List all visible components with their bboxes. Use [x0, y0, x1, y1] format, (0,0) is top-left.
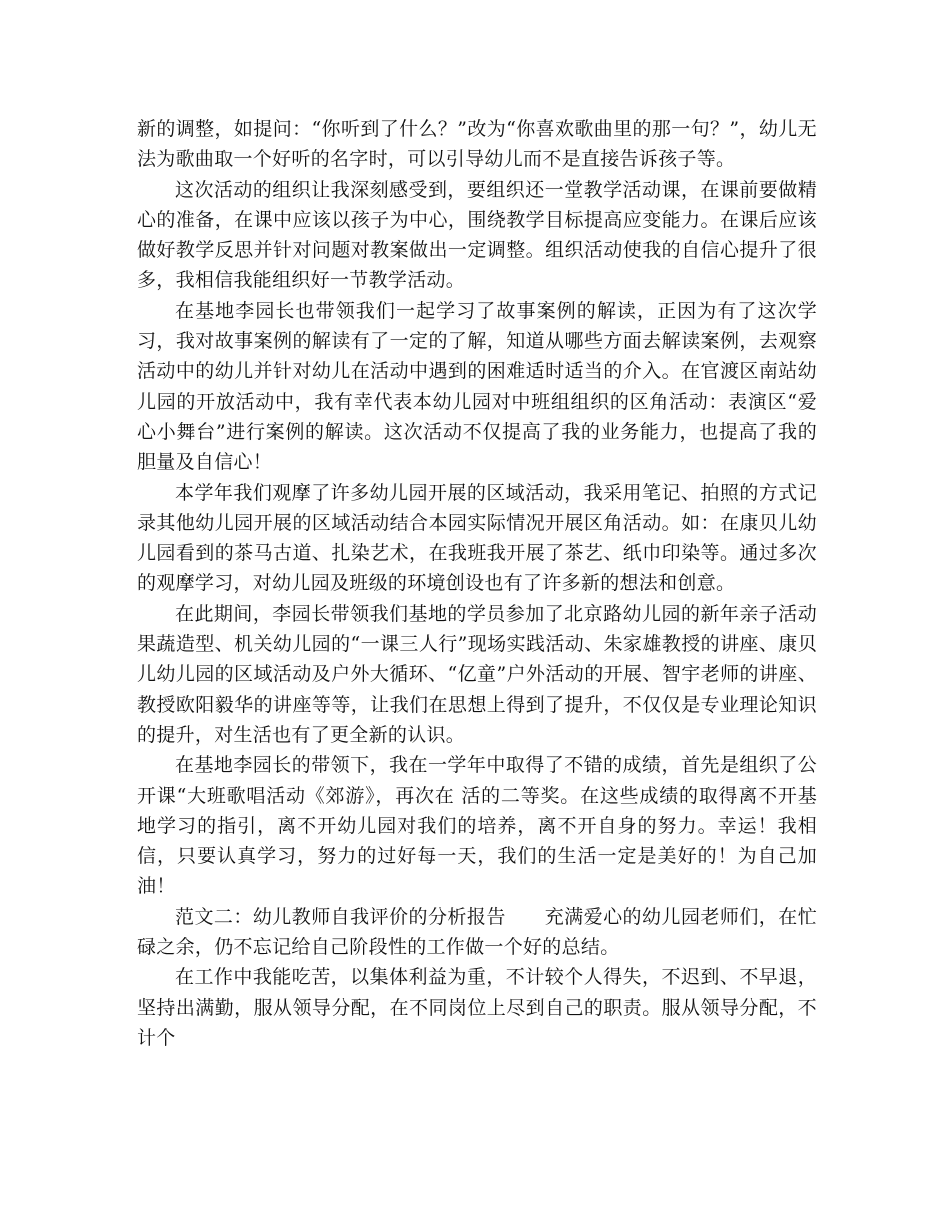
paragraph-5: 在此期间，李园长带领我们基地的学员参加了北京路幼儿园的新年亲子活动果蔬造型、机关幼儿园的“一课三人行”现场实践活动、朱家雄教授的讲座、康贝儿幼儿园的区域活动及户外大循环、“亿童”户外活动的开展、智宇老师的讲座、教授欧阳毅华的讲座等等，让我们在思想上得到了提升，不仅仅是专业理论知识的提升，对生活也有了更全新的认识。: [137, 602, 817, 746]
paragraph-2: 这次活动的组织让我深刻感受到，要组织还一堂教学活动课，在课前要做精心的准备，在课中应该以孩子为中心，围绕教学目标提高应变能力。在课后应该做好教学反思并针对问题对教案做出一定调整。组织活动使我的自信心提升了很多，我相信我能组织好一节教学活动。: [137, 178, 817, 292]
paragraph-7: 范文二：幼儿教师自我评价的分析报告 充满爱心的幼儿园老师们，在忙碌之余，仍不忘记给自己阶段性的工作做一个好的总结。: [137, 905, 817, 959]
paragraph-1: 新的调整，如提问：“你听到了什么？”改为“你喜欢歌曲里的那一句？”，幼儿无法为歌曲取一个好听的名字时，可以引导幼儿而不是直接告诉孩子等。: [137, 118, 817, 171]
document-body: [137, 114, 817, 1053]
paragraph-3: 在基地李园长也带领我们一起学习了故事案例的解读，正因为有了这次学习，我对故事案例的解读有了一定的了解，知道从哪些方面去解读案例，去观察活动中的幼儿并针对幼儿在活动中遇到的困难适时适当的介入。在官渡区南站幼儿园的开放活动中，我有幸代表本幼儿园对中班组组织的区角活动：表演区“爱心小舞台”进行案例的解读。这次活动不仅提高了我的业务能力，也提高了我的胆量及自信心！: [137, 299, 817, 474]
paragraph-6: 在基地李园长的带领下，我在一学年中取得了不错的成绩，首先是组织了公开课“大班歌唱活动《郊游》，再次在 活的二等奖。在这些成绩的取得离不开基地学习的指引，离不开幼儿园对我们的培养，离不开自身的努力。幸运！我相信，只要认真学习，努力的过好每一天，我们的生活一定是美好的！为自己加油！: [137, 754, 817, 898]
paragraph-4: 本学年我们观摩了许多幼儿园开展的区域活动，我采用笔记、拍照的方式记录其他幼儿园开展的区域活动结合本园实际情况开展区角活动。如：在康贝儿幼儿园看到的茶马古道、扎染艺术，在我班我开展了茶艺、纸巾印染等。通过多次的观摩学习，对幼儿园及班级的环境创设也有了许多新的想法和创意。: [137, 481, 817, 595]
paragraph-8: 在工作中我能吃苦，以集体利益为重，不计较个人得失，不迟到、不早退，坚持出满勤，服从领导分配，在不同岗位上尽到自己的职责。服从领导分配，不计个: [137, 966, 817, 1049]
